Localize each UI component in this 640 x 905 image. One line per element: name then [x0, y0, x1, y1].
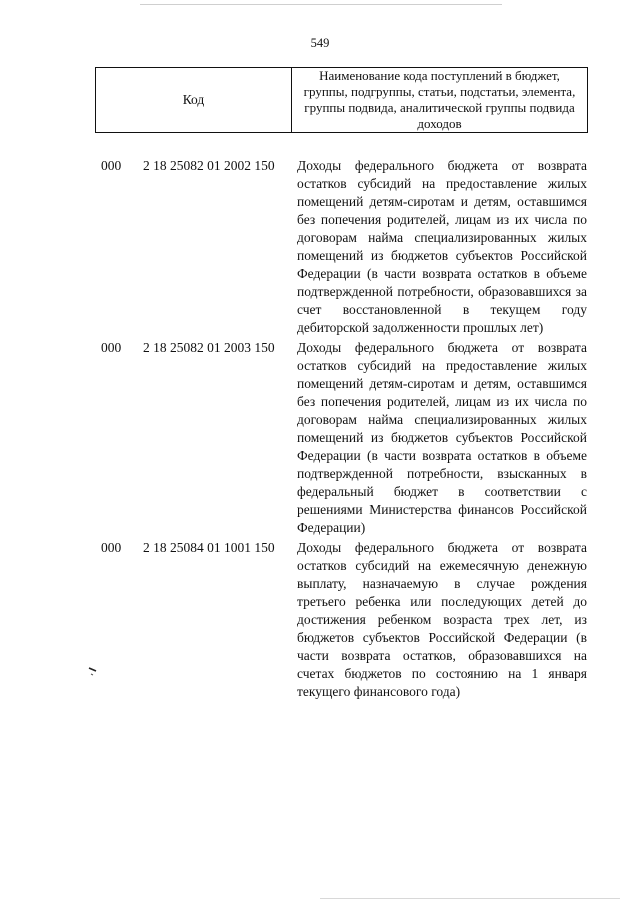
- table-header: [95, 67, 588, 133]
- table-row: [0, 339, 640, 537]
- table-body: [0, 157, 640, 701]
- page-number: 549: [310, 36, 330, 50]
- header-name-cell: Наименование кода поступлений в бюджет, группы, подгруппы, статьи, подстатьи, элемента, группы подвида, аналитической группы подвида доходов: [303, 68, 576, 131]
- row-admin-code: 000: [101, 540, 122, 555]
- row-admin-code: 000: [101, 340, 122, 355]
- scan-edge-bottom: [320, 898, 620, 899]
- row-revenue-code: 2 18 25082 01 2003 150: [143, 340, 275, 355]
- row-description: Доходы федерального бюджета от возврата остатков субсидий на ежемесячную денежную выплату, назначаемую в случае рождения третьего ребенка или последующих детей до достижения ребенком возраста трех лет, из бюджетов субъектов Российской Федерации (в части возврата остатков, образовавшихся на счетах бюджетов по состоянию на 1 января текущего финансового года): [297, 540, 587, 699]
- table-row: [0, 157, 640, 337]
- row-description: Доходы федерального бюджета от возврата остатков субсидий на предоставление жилых помещений детям-сиротам и детям, оставшимся без попечения родителей, лицам из их числа по договорам найма специализированных жилых помещений из бюджетов субъектов Российской Федерации (в части возврата остатков в объеме подтвержденной потребности, взысканных в федеральный бюджет в соответствии с решениями Министерства финансов Российской Федерации): [297, 340, 587, 535]
- row-admin-code: 000: [101, 158, 122, 173]
- row-description: Доходы федерального бюджета от возврата остатков субсидий на предоставление жилых помещений детям-сиротам и детям, оставшимся без попечения родителей, лицам из их числа по договорам найма специализированных жилых помещений из бюджетов субъектов Российской Федерации (в части возврата остатков в объеме подтвержденной потребности, образовавшихся за счет восстановленной в текущем году дебиторской задолженности прошлых лет): [297, 158, 587, 335]
- scan-mark-icon: [86, 665, 100, 679]
- row-revenue-code: 2 18 25084 01 1001 150: [143, 540, 275, 555]
- header-code-cell: Код: [96, 68, 292, 132]
- scan-edge-top: [140, 4, 502, 5]
- row-revenue-code: 2 18 25082 01 2002 150: [143, 158, 275, 173]
